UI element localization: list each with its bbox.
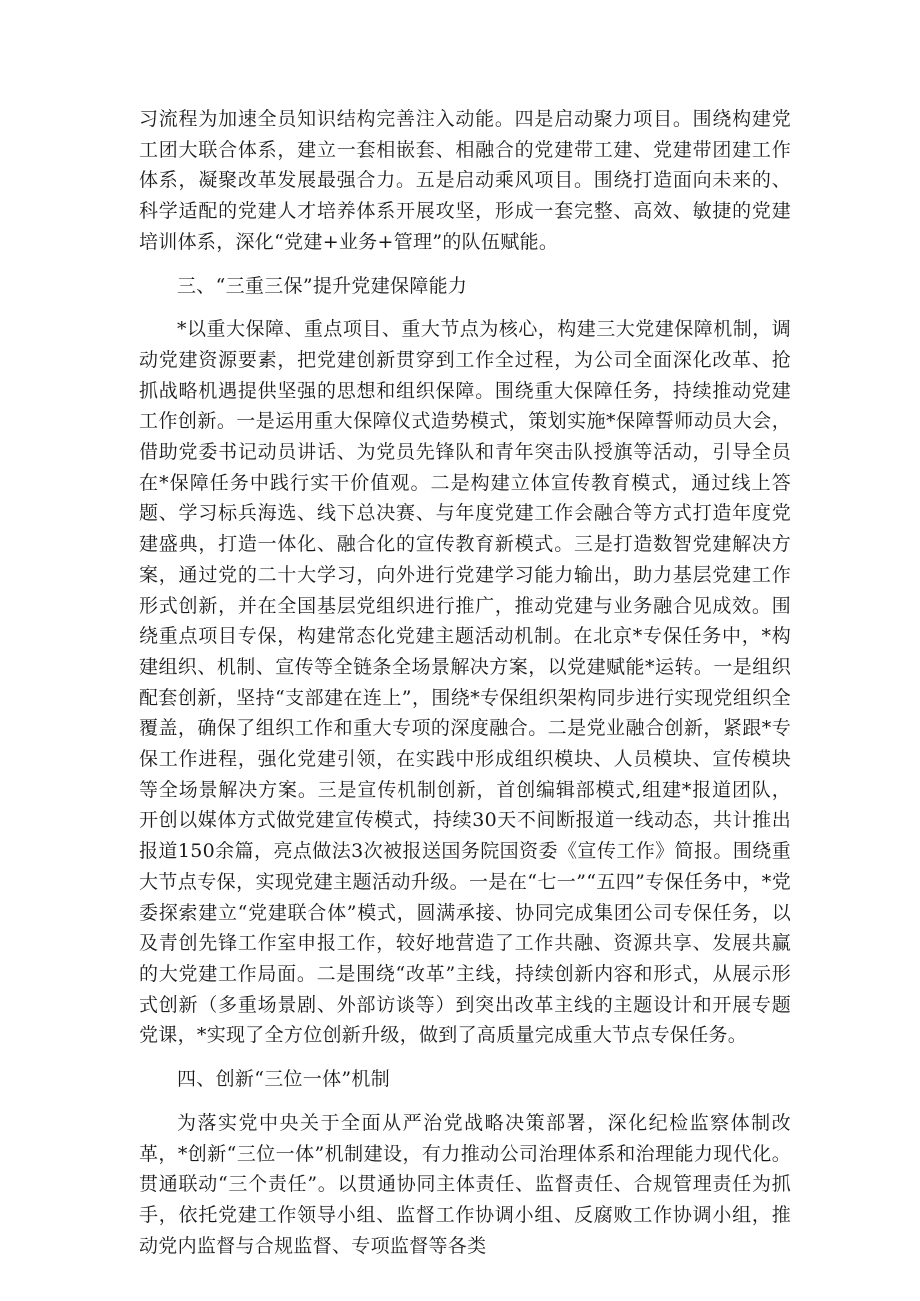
continuation-paragraph: 习流程为加速全员知识结构完善注入动能。四是启动聚力项目。围绕构建党工团大联合体系，建立一套相嵌套、相融合的党建带工建、党建带团建工作体系，凝聚改革发展最强合力。五是启动乘风项目。围绕打造面向未来的、科学适配的党建人才培养体系开展攻坚，形成一套完整、高效、敏捷的党建培训体系，深化“党建+业务+管理”的队伍赋能。	[139, 108, 791, 253]
section-4-paragraph: 为落实党中央关于全面从严治党战略决策部署，深化纪检监察体制改革，*创新“三位一体”机制建设，有力推动公司治理体系和治理能力现代化。贯通联动“三个责任”。以贯通协同主体责任、监督责任、合规管理责任为抓手，依托党建工作领导小组、监督工作协调小组、反腐败工作协调小组，推动党内监督与合规监督、专项监督等各类	[139, 1111, 791, 1257]
section-3-heading: 三、“三重三保”提升党建保障能力	[177, 274, 468, 297]
section-4-heading: 四、创新“三位一体”机制	[177, 1068, 391, 1091]
section-3-paragraph: *以重大保障、重点项目、重大节点为核心，构建三大党建保障机制，调动党建资源要素，把党建创新贯穿到工作全过程，为公司全面深化改革、抢抓战略机遇提供坚强的思想和组织保障。围绕重大保障任务，持续推动党建工作创新。一是运用重大保障仪式造势模式，策划实施*保障誓师动员大会，借助党委书记动员讲话、为党员先锋队和青年突击队授旗等活动，引导全员在*保障任务中践行实干价值观。二是构建立体宣传教育模式，通过线上答题、学习标兵海选、线下总决赛、与年度党建工作会融合等方式打造年度党建盛典，打造一体化、融合化的宣传教育新模式。三是打造数智党建解决方案，通过党的二十大学习，向外进行党建学习能力输出，助力基层党建工作形式创新，并在全国基层党组织进行推广，推动党建与业务融合见成效。围绕重点项目专保，构建常态化党建主题活动机制。在北京*专保任务中，*构建组织、机制、宣传等全链条全场景解决方案，以党建赋能*运转。一是组织配套创新，坚持“支部建在连上”，围绕*专保组织架构同步进行实现党组织全覆盖，确保了组织工作和重大专项的深度融合。二是党业融合创新，紧跟*专保工作进程，强化党建引领，在实践中形成组织模块、人员模块、宣传模块等全场景解决方案。三是宣传机制创新，首创编辑部模式,组建*报道团队，开创以媒体方式做党建宣传模式，持续30天不间断报道一线动态，共计推出报道150余篇，亮点做法3次被报送国务院国资委《宣传工作》简报。围绕重大节点专保，实现党建主题活动升级。一是在“七一”“五四”专保任务中，*党委探索建立“党建联合体”模式，圆满承接、协同完成集团公司专保任务，以及青创先锋工作室申报工作，较好地营造了工作共融、资源共享、发展共赢的大党建工作局面。二是围绕“改革”主线，持续创新内容和形式，从展示形式创新（多重场景剧、外部访谈等）到突出改革主线的主题设计和开展专题党课，*实现了全方位创新升级，做到了高质量完成重大节点专保任务。	[139, 318, 791, 1047]
document-page	[139, 104, 791, 1261]
